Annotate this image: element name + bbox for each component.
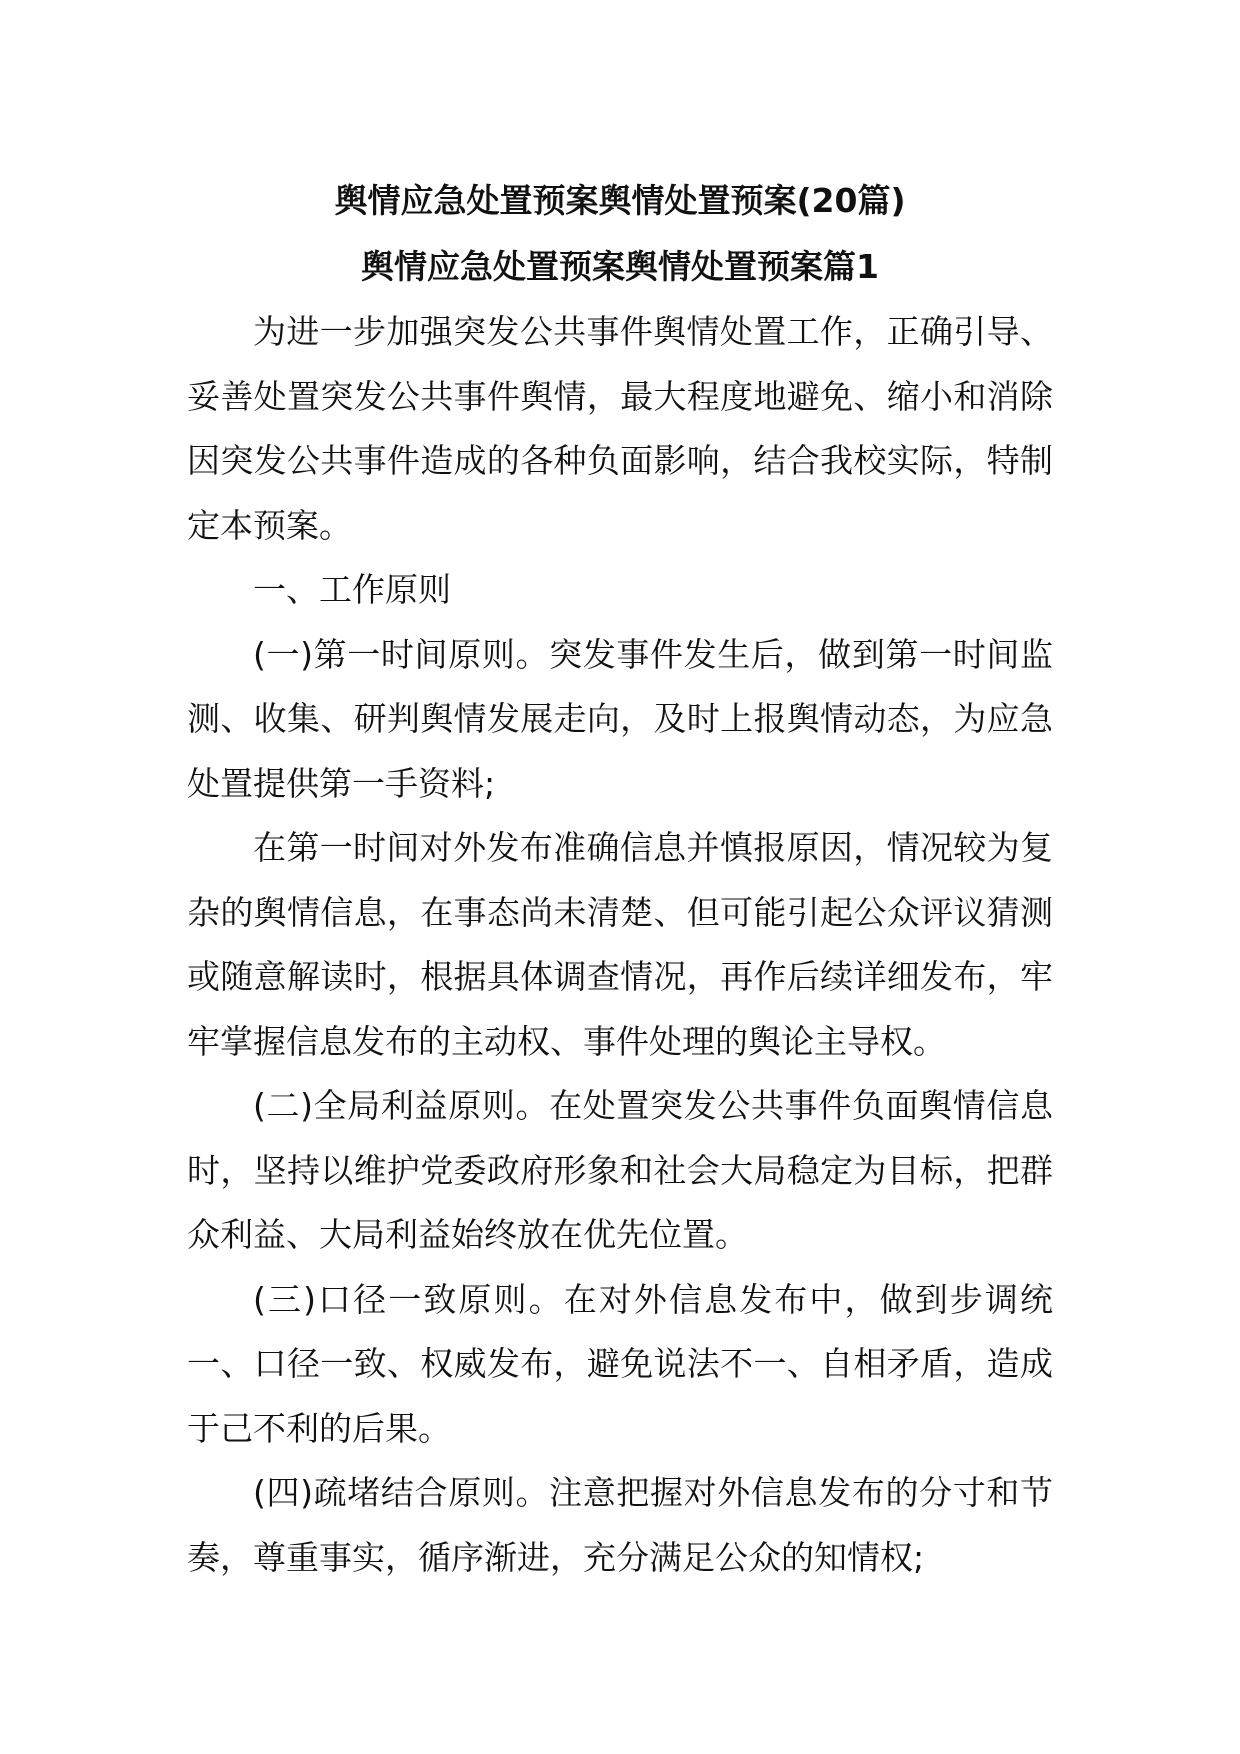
section-title: 舆情应急处置预案舆情处置预案篇1: [361, 247, 879, 286]
paragraph-principle-1-detail: 在第一时间对外发布准确信息并慎报原因，情况较为复杂的舆情信息，在事态尚未清楚、但可能引起公众评议猜测或随意解读时，根据具体调查情况，再作后续详细发布，牢牢掌握信息发布的主动权、事件处理的舆论主导权。: [187, 828, 1053, 1061]
document-title: 舆情应急处置预案舆情处置预案(20篇): [334, 181, 906, 220]
paragraph-principle-1: (一)第一时间原则。突发事件发生后，做到第一时间监测、收集、研判舆情发展走向，及时上报舆情动态，为应急处置提供第一手资料;: [187, 634, 1053, 803]
paragraph-intro: 为进一步加强突发公共事件舆情处置工作，正确引导、妥善处置突发公共事件舆情，最大程度地避免、缩小和消除因突发公共事件造成的各种负面影响，结合我校实际，特制定本预案。: [187, 312, 1053, 545]
paragraph-principle-3: (三)口径一致原则。在对外信息发布中，做到步调统一、口径一致、权威发布，避免说法不一、自相矛盾，造成于己不利的后果。: [187, 1279, 1053, 1448]
paragraph-principle-2: (二)全局利益原则。在处置突发公共事件负面舆情信息时，坚持以维护党委政府形象和社会大局稳定为目标，把群众利益、大局利益始终放在优先位置。: [187, 1086, 1053, 1254]
heading-work-principles: 一、工作原则: [253, 570, 451, 609]
document-body: [187, 168, 1053, 1590]
paragraph-principle-4: (四)疏堵结合原则。注意把握对外信息发布的分寸和节奏，尊重事实，循序渐进，充分满足公众的知情权;: [187, 1473, 1053, 1577]
